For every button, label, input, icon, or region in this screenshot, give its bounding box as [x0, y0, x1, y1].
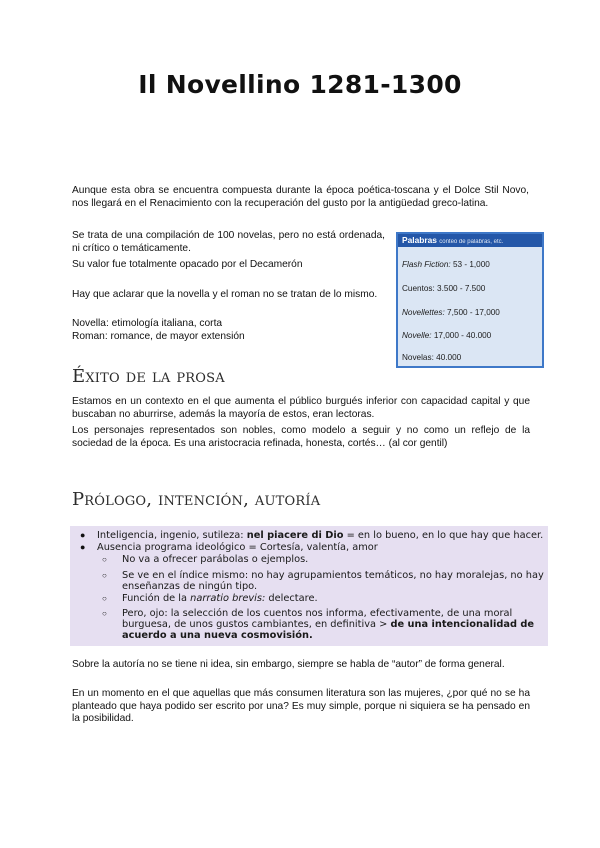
sub-bullet-icon: ○: [102, 555, 107, 564]
intro-paragraph-1: Aunque esta obra se encuentra compuesta durante la época poética-toscana y el Dolce Stil Novo, nos llegará en el Renacimiento con la recuperación del gusto por la antigüedad greco-latina.: [72, 185, 529, 209]
section-heading-prologo: Prólogo, intención, autoría: [72, 489, 321, 510]
word-count-row: Flash Fiction: 53 - 1,000: [402, 260, 490, 269]
bullet-icon: ●: [80, 530, 86, 540]
intro-paragraph-2: Se trata de una compilación de 100 novelas, pero no está ordenada, ni crítico o temáticamente.: [72, 230, 385, 254]
section2-paragraph-1: Sobre la autoría no se tiene ni idea, sin embargo, siempre se habla de “autor” de forma general.: [72, 659, 505, 670]
sub-bullet-2: Se ve en el índice mismo: no hay agrupamientos temáticos, no hay moralejas, no hay: [122, 570, 544, 581]
intro-paragraph-3: Su valor fue totalmente opacado por el Decamerón: [72, 259, 303, 270]
bullet-icon: ●: [80, 542, 86, 552]
word-count-header: Palabras conteo de palabras, etc.: [398, 234, 542, 247]
word-count-row: Novelas: 40.000: [402, 353, 462, 362]
sub-bullet-icon: ○: [102, 609, 107, 618]
section2-paragraph-2: En un momento en el que aquellas que más consumen literatura son las mujeres, ¿por qué no se ha planteado que haya podido ser escrito por una? Es muy simple, porque ni siquiera se ha pensado en la posibilidad.: [72, 688, 530, 725]
sub-bullet-1: No va a ofrecer parábolas o ejemplos.: [122, 554, 309, 565]
word-count-table: [396, 232, 544, 368]
section1-paragraph-2: Los personajes representados son nobles, como modelo a seguir y no como un reflejo de la sociedad de la época. Es una aristocracia refinada, honesta, cortés… (al cor gentil): [72, 425, 530, 449]
sub-bullet-icon: ○: [102, 594, 107, 603]
sub-bullet-3: Función de la narratio brevis: delectare.: [122, 593, 318, 604]
bullet-item-2: Ausencia programa ideológico = Cortesía, valentía, amor: [97, 542, 378, 553]
page-title: Il Novellino 1281-1300: [138, 70, 462, 99]
word-count-row: Novellettes: 7,500 - 17,000: [402, 308, 500, 317]
intro-paragraph-4: Hay que aclarar que la novella y el roman no se tratan de lo mismo.: [72, 289, 378, 300]
sub-bullet-icon: ○: [102, 571, 107, 580]
section1-paragraph-1: Estamos en un contexto en el que aumenta el público burgués inferior con capacidad capital y que buscaban no aburrirse, además la mayoría de estos, eran lectoras.: [72, 396, 530, 420]
word-count-row: Cuentos: 3.500 - 7.500: [402, 284, 486, 293]
section-heading-exito: Éxito de la prosa: [72, 366, 225, 387]
sub-bullet-4-cont: burguesa, de unos gustos cambiantes, en definitiva > de una intencionalidad de: [122, 619, 535, 630]
word-count-row: Novelle: 17,000 - 40.000: [402, 331, 492, 340]
bullet-item-1: Inteligencia, ingenio, sutileza: nel piacere di Dio = en lo bueno, en lo que hay que hacer.: [97, 530, 544, 541]
sub-bullet-4-cont2: acuerdo a una nueva cosmovisión.: [122, 630, 313, 641]
sub-bullet-4: Pero, ojo: la selección de los cuentos nos informa, efectivamente, de una moral: [122, 608, 513, 619]
sub-bullet-2-cont: enseñanzas de ningún tipo.: [122, 581, 258, 592]
intro-paragraph-5: Novella: etimología italiana, corta: [72, 318, 223, 329]
intro-paragraph-6: Roman: romance, de mayor extensión: [72, 331, 245, 342]
